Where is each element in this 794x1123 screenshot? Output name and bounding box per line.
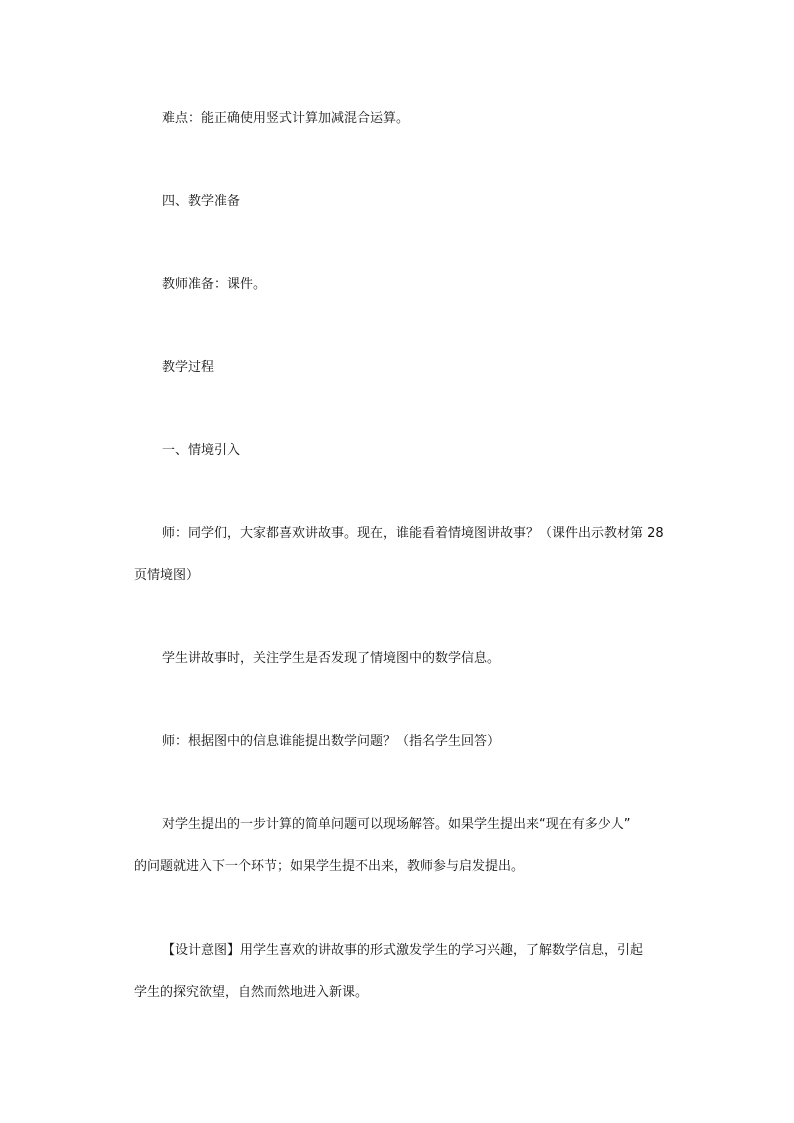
section-heading-scenario-intro (134, 430, 694, 472)
section-heading-teaching-preparation (134, 181, 694, 223)
section-heading-teaching-process (134, 347, 694, 389)
text-line: 学生的探究欲望，自然而然地进入新课。 (134, 985, 369, 1000)
paragraph-design-intent (134, 930, 694, 1014)
paragraph-teacher-question-math (134, 721, 694, 763)
text-line: 一、情境引入 (162, 443, 241, 458)
text-line: 的问题就进入下一个环节；如果学生提不出来，教师参与启发提出。 (134, 859, 525, 874)
text-line: 页情境图） (134, 568, 200, 583)
paragraph-student-storytelling (134, 638, 694, 680)
paragraph-answer-guidance (134, 804, 694, 888)
text-line: 对学生提出的一步计算的简单问题可以现场解答。如果学生提出来“现在有多少人” (162, 817, 631, 832)
text-line: 四、教学准备 (162, 194, 241, 209)
text-line: 【设计意图】用学生喜欢的讲故事的形式激发学生的学习兴趣，了解数学信息，引起 (162, 943, 644, 958)
text-line: 学生讲故事时，关注学生是否发现了情境图中的数学信息。 (162, 651, 501, 666)
paragraph-difficulty (134, 98, 694, 140)
text-line: 师：同学们，大家都喜欢讲故事。现在，谁能看着情境图讲故事？（课件出示教材第 28 (162, 526, 664, 541)
paragraph-teacher-preparation (134, 264, 694, 306)
text-line: 师：根据图中的信息谁能提出数学问题？（指名学生回答） (162, 734, 501, 749)
paragraph-teacher-question-story (134, 513, 694, 597)
text-line: 教师准备：课件。 (162, 277, 267, 292)
text-line: 难点：能正确使用竖式计算加减混合运算。 (162, 111, 410, 126)
text-line: 教学过程 (162, 360, 215, 375)
